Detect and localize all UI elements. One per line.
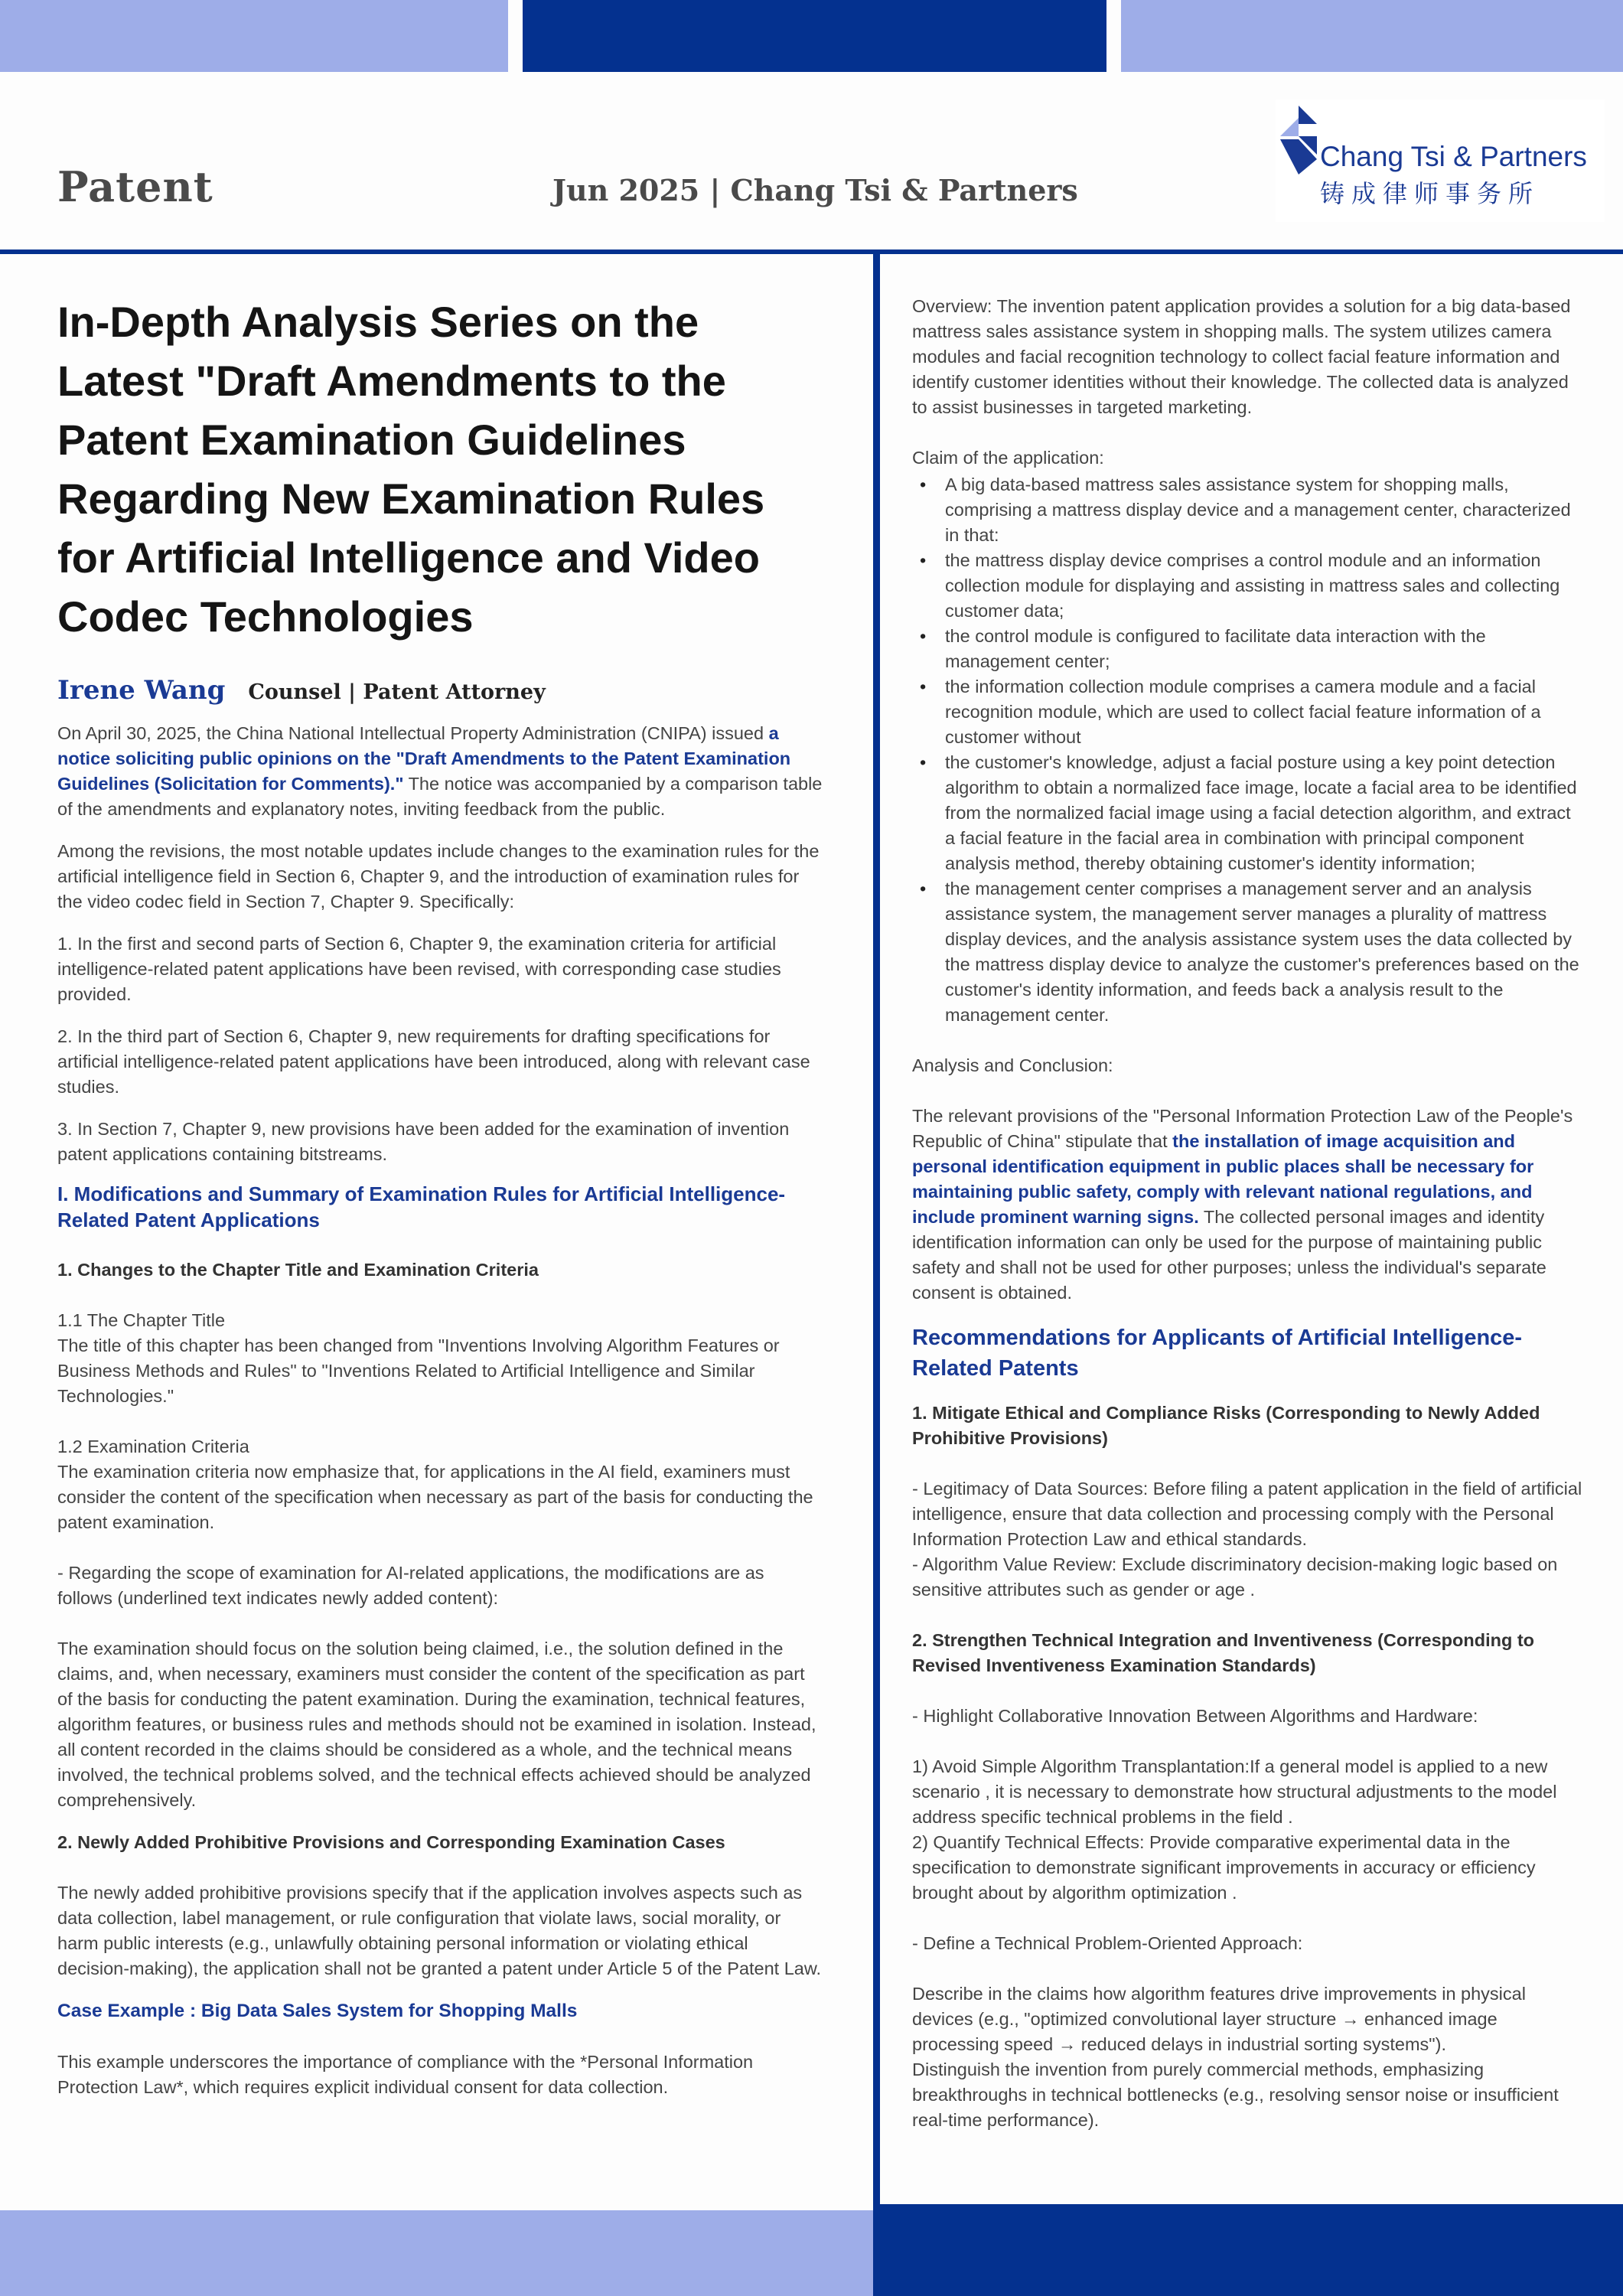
claim-item: • A big data-based mattress sales assistance system for shopping malls, comprising a mattress display device and a management center, characterized in that: xyxy=(912,472,1586,548)
firm-logo-chinese-name: 铸成律师事务所 xyxy=(1320,179,1540,208)
problem-oriented-item: - Define a Technical Problem-Oriented Approach: xyxy=(912,1933,1303,1953)
claim-item: • the information collection module comprises a camera module and a facial recognition module, which are used to collect facial feature information of a customer without xyxy=(912,674,1586,750)
author-role: Counsel | Patent Attorney xyxy=(248,680,546,704)
byline xyxy=(57,675,823,706)
data-sources-item: - Legitimacy of Data Sources: Before filing a patent application in the field of artificial intelligence, ensure that data collection and processing comply with the Personal Information Protection Law and ethical standards. xyxy=(912,1479,1582,1549)
claim-heading: Claim of the application: xyxy=(912,448,1104,468)
criteria-label: 1.2 Examination Criteria xyxy=(57,1437,249,1456)
top-center-band xyxy=(523,0,1106,72)
scope-note: - Regarding the scope of examination for AI-related applications, the modifications are as follows (underlined text indicates newly added content): xyxy=(57,1563,764,1608)
chapter-title-label: 1.1 The Chapter Title xyxy=(57,1310,226,1330)
technical-guidance xyxy=(912,1754,1586,1906)
claim-item: • the mattress display device comprises a control module and an information collection module for displaying and assisting in mattress sales and collecting customer data; xyxy=(912,548,1586,624)
algorithm-review-item: - Algorithm Value Review: Exclude discriminatory decision-making logic based on sensitive attributes such as gender or age . xyxy=(912,1554,1558,1600)
cnipa-notice-link[interactable]: a notice soliciting public opinions on the "Draft Amendments to the Patent Examination Guidelines (Solicitation for Comments)." xyxy=(57,723,791,794)
claim-item: • the management center comprises a management server and an analysis assistance system, the management server manages a plurality of mattress display devices, and the analysis assistance system uses the data collected by the mattress display device to analyze the customer's preferences based on the customer's identity information, and feeds back a analysis result to the management center. xyxy=(912,876,1586,1028)
right-column xyxy=(912,294,1586,2133)
criteria-text: The examination criteria now emphasize that, for applications in the AI field, examiners must consider the content of the specification when necessary as part of the basis for conducting the patent examination. xyxy=(57,1462,813,1532)
claim-item: • the control module is configured to facilitate data interaction with the management center; xyxy=(912,624,1586,674)
claim-item: • the customer's knowledge, adjust a facial posture using a key point detection algorithm to obtain a normalized face image, locate a facial area to be identified from the normalized facial image using a facial detection algorithm, and extract a facial feature in the facial area in combination with principal component analysis method, thereby obtaining customer's identity information; xyxy=(912,750,1586,876)
firm-logo-english-name: Chang Tsi & Partners xyxy=(1320,141,1587,172)
top-right-band xyxy=(1121,0,1623,72)
analysis-text-continued: The collected personal images and identity identification information can only be used for the purpose of maintaining public safety and shall not be used for other purposes; unless the individual's separate consent is obtained. xyxy=(912,1207,1546,1303)
recommendation-1-heading: 1. Mitigate Ethical and Compliance Risks (Corresponding to Newly Added Prohibitive Provisions) xyxy=(912,1403,1540,1448)
overview-paragraph: Overview: The invention patent application provides a solution for a big data-based mattress sales assistance system in shopping malls. The system utilizes camera modules and facial recognition technology to collect facial feature information and identify customer identities without their knowledge. The collected data is analyzed to assist businesses in targeted marketing. xyxy=(912,296,1571,417)
bottom-left-band xyxy=(0,2210,873,2296)
problem-oriented-body xyxy=(912,1981,1586,2133)
recommendation-1-body xyxy=(912,1476,1586,1603)
analysis-emphasis: the installation of image acquisition and personal identification equipment in public places shall be necessary for maintaining public safety, comply with relevant national regulations, and include prominent warning signs. xyxy=(912,1131,1534,1227)
scope-text: The examination should focus on the solution being claimed, i.e., the solution defined in the claims, and, when necessary, examiners must consider the content of the specification as part of the basis for conducting the patent examination. During the examination, technical features, algorithm features, or business rules and methods should not be examined in isolation. Instead, all content recorded in the claims should be considered as a whole, and the technical means involved, the technical problems solved, and the technical effects achieved should be analyzed comprehensively. xyxy=(57,1639,816,1810)
header-divider xyxy=(0,249,1623,254)
analysis-text: The relevant provisions of the "Personal Information Protection Law of the People's Republic of China" stipulate that xyxy=(912,1106,1573,1151)
revisions-paragraph: Among the revisions, the most notable updates include changes to the examination rules for the artificial intelligence field in Section 6, Chapter 9, and the introduction of examination rules for the video codec field in Section 7, Chapter 9. Specifically: xyxy=(57,841,820,912)
criteria-section xyxy=(57,1434,823,1535)
analysis-heading: Analysis and Conclusion: xyxy=(912,1055,1113,1075)
top-left-band xyxy=(0,0,508,72)
recommendations-heading: Recommendations for Applicants of Artificial Intelligence-Related Patents xyxy=(912,1326,1523,1381)
case-example-heading: Case Example : Big Data Sales System for Shopping Malls xyxy=(57,2001,578,2021)
issue-dateline: Jun 2025 | Chang Tsi & Partners xyxy=(552,173,1078,207)
intro-text: On April 30, 2025, the China National Intellectual Property Administration (CNIPA) issued xyxy=(57,723,769,743)
publication-label: Patent xyxy=(57,162,213,211)
claims-drafting-item: Describe in the claims how algorithm features drive improvements in physical devices (e.g., "optimized convolutional layer structure → enhanced image processing speed → reduced delays in industrial sorting systems"). xyxy=(912,1984,1526,2054)
analysis-paragraph xyxy=(912,1104,1586,1306)
intro-text-continued: The notice was accompanied by a comparison table of the amendments and explanatory notes, inviting feedback from the public. xyxy=(57,774,823,819)
quantify-effects-item: 2) Quantify Technical Effects: Provide comparative experimental data in the specification to demonstrate significant improvements in accuracy or efficiency brought about by algorithm optimization . xyxy=(912,1832,1536,1903)
claims-list xyxy=(912,472,1586,1028)
column-divider xyxy=(873,254,880,2207)
prohibitive-text: The newly added prohibitive provisions specify that if the application involves aspects such as data collection, label management, or rule configuration that violate laws, social morality, or harm public interests (e.g., unlawfully obtaining personal information or violating ethical decision-making), the application shall not be granted a patent under Article 5 of the Patent Law. xyxy=(57,1883,822,1978)
chapter-title-text: The title of this chapter has been changed from "Inventions Involving Algorithm Features or Business Methods and Rules" to "Inventions Related to Artificial Intelligence and Similar Technologies." xyxy=(57,1336,780,1406)
distinguish-invention-item: Distinguish the invention from purely commercial methods, emphasizing breakthroughs in technical bottlenecks (e.g., resolving sensor noise or insufficient real-time performance). xyxy=(912,2060,1559,2130)
avoid-transplantation-item: 1) Avoid Simple Algorithm Transplantation:If a general model is applied to a new scenario , it is necessary to demonstrate how structural adjustments to the model address specific technical problems in the field . xyxy=(912,1756,1557,1827)
point-1: 1. In the first and second parts of Section 6, Chapter 9, the examination criteria for artificial intelligence-related patent applications have been revised, with corresponding case studies provided. xyxy=(57,934,781,1004)
firm-logo xyxy=(1276,99,1605,222)
left-column xyxy=(57,292,823,2100)
case-example-text: This example underscores the importance of compliance with the *Personal Information Protection Law*, which requires explicit individual consent for data collection. xyxy=(57,2052,754,2097)
bottom-right-band xyxy=(873,2204,1623,2296)
point-3: 3. In Section 7, Chapter 9, new provisions have been added for the examination of invention patent applications containing bitstreams. xyxy=(57,1119,790,1164)
subheading-chapter-title-criteria: 1. Changes to the Chapter Title and Examination Criteria xyxy=(57,1260,539,1280)
collaborative-innovation-item: - Highlight Collaborative Innovation Between Algorithms and Hardware: xyxy=(912,1706,1478,1726)
firm-logo-mark-icon xyxy=(1280,106,1317,179)
intro-paragraph xyxy=(57,721,823,822)
point-2: 2. In the third part of Section 6, Chapter 9, new requirements for drafting specifications for artificial intelligence-related patent applications have been introduced, along with relevant case studies. xyxy=(57,1026,810,1097)
subheading-prohibitive-provisions: 2. Newly Added Prohibitive Provisions and Corresponding Examination Cases xyxy=(57,1832,725,1852)
section-1-heading: I. Modifications and Summary of Examination Rules for Artificial Intelligence-Related Patent Applications xyxy=(57,1182,786,1231)
recommendation-2-heading: 2. Strengthen Technical Integration and Inventiveness (Corresponding to Revised Inventiveness Examination Standards) xyxy=(912,1630,1535,1675)
article-title: In-Depth Analysis Series on the Latest "Draft Amendments to the Patent Examination Guidelines Regarding New Examination Rules for Artificial Intelligence and Video Codec Technologies xyxy=(57,298,765,641)
author-name: Irene Wang xyxy=(57,675,226,706)
chapter-title-section xyxy=(57,1308,823,1409)
